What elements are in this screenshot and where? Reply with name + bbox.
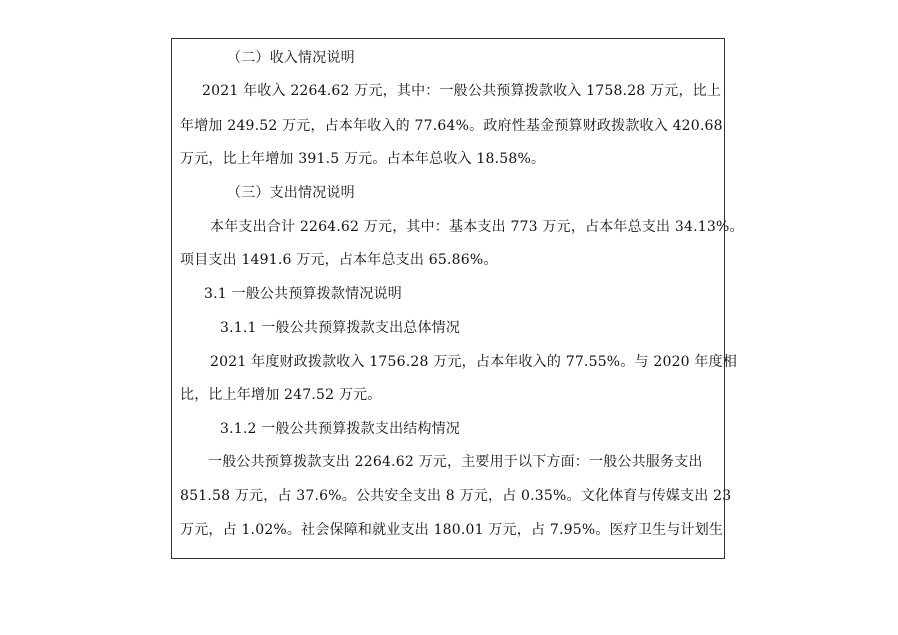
heading-income-explanation: （二）收入情况说明: [227, 50, 355, 66]
paragraph-expenditure-line-1: 本年支出合计 2264.62 万元，其中：基本支出 773 万元，占本年总支出 34.13%。: [210, 219, 744, 235]
heading-3-1-2: 3.1.2 一般公共预算拨款支出结构情况: [220, 421, 461, 437]
paragraph-expenditure-line-2: 项目支出 1491.6 万元，占本年总支出 65.86%。: [180, 252, 498, 268]
paragraph-3-1-2-line-3: 万元，占 1.02%。社会保障和就业支出 180.01 万元，占 7.95%。医疗卫生与计划生: [180, 522, 724, 538]
paragraph-income-line-2: 年增加 249.52 万元，占本年收入的 77.64%。政府性基金预算财政拨款收入 420.68: [180, 118, 723, 134]
heading-3-1-1: 3.1.1 一般公共预算拨款支出总体情况: [220, 320, 461, 336]
document-frame: [171, 38, 744, 559]
paragraph-3-1-2-line-2: 851.58 万元，占 37.6%。公共安全支出 8 万元，占 0.35%。文化体育与传媒支出 23: [180, 488, 732, 504]
paragraph-3-1-2-line-1: 一般公共预算拨款支出 2264.62 万元，主要用于以下方面：一般公共服务支出: [208, 454, 703, 470]
paragraph-3-1-1-line-2: 比，比上年增加 247.52 万元。: [180, 387, 382, 403]
paragraph-income-line-1: 2021 年收入 2264.62 万元，其中：一般公共预算拨款收入 1758.28 万元，比上: [202, 83, 722, 99]
heading-expenditure-explanation: （三）支出情况说明: [227, 185, 355, 201]
paragraph-income-line-3: 万元，比上年增加 391.5 万元。占本年总收入 18.58%。: [180, 151, 546, 167]
heading-3-1: 3.1 一般公共预算拨款情况说明: [204, 286, 402, 302]
paragraph-3-1-1-line-1: 2021 年度财政拨款收入 1756.28 万元，占本年收入的 77.55%。与 2020 年度相: [210, 354, 738, 370]
